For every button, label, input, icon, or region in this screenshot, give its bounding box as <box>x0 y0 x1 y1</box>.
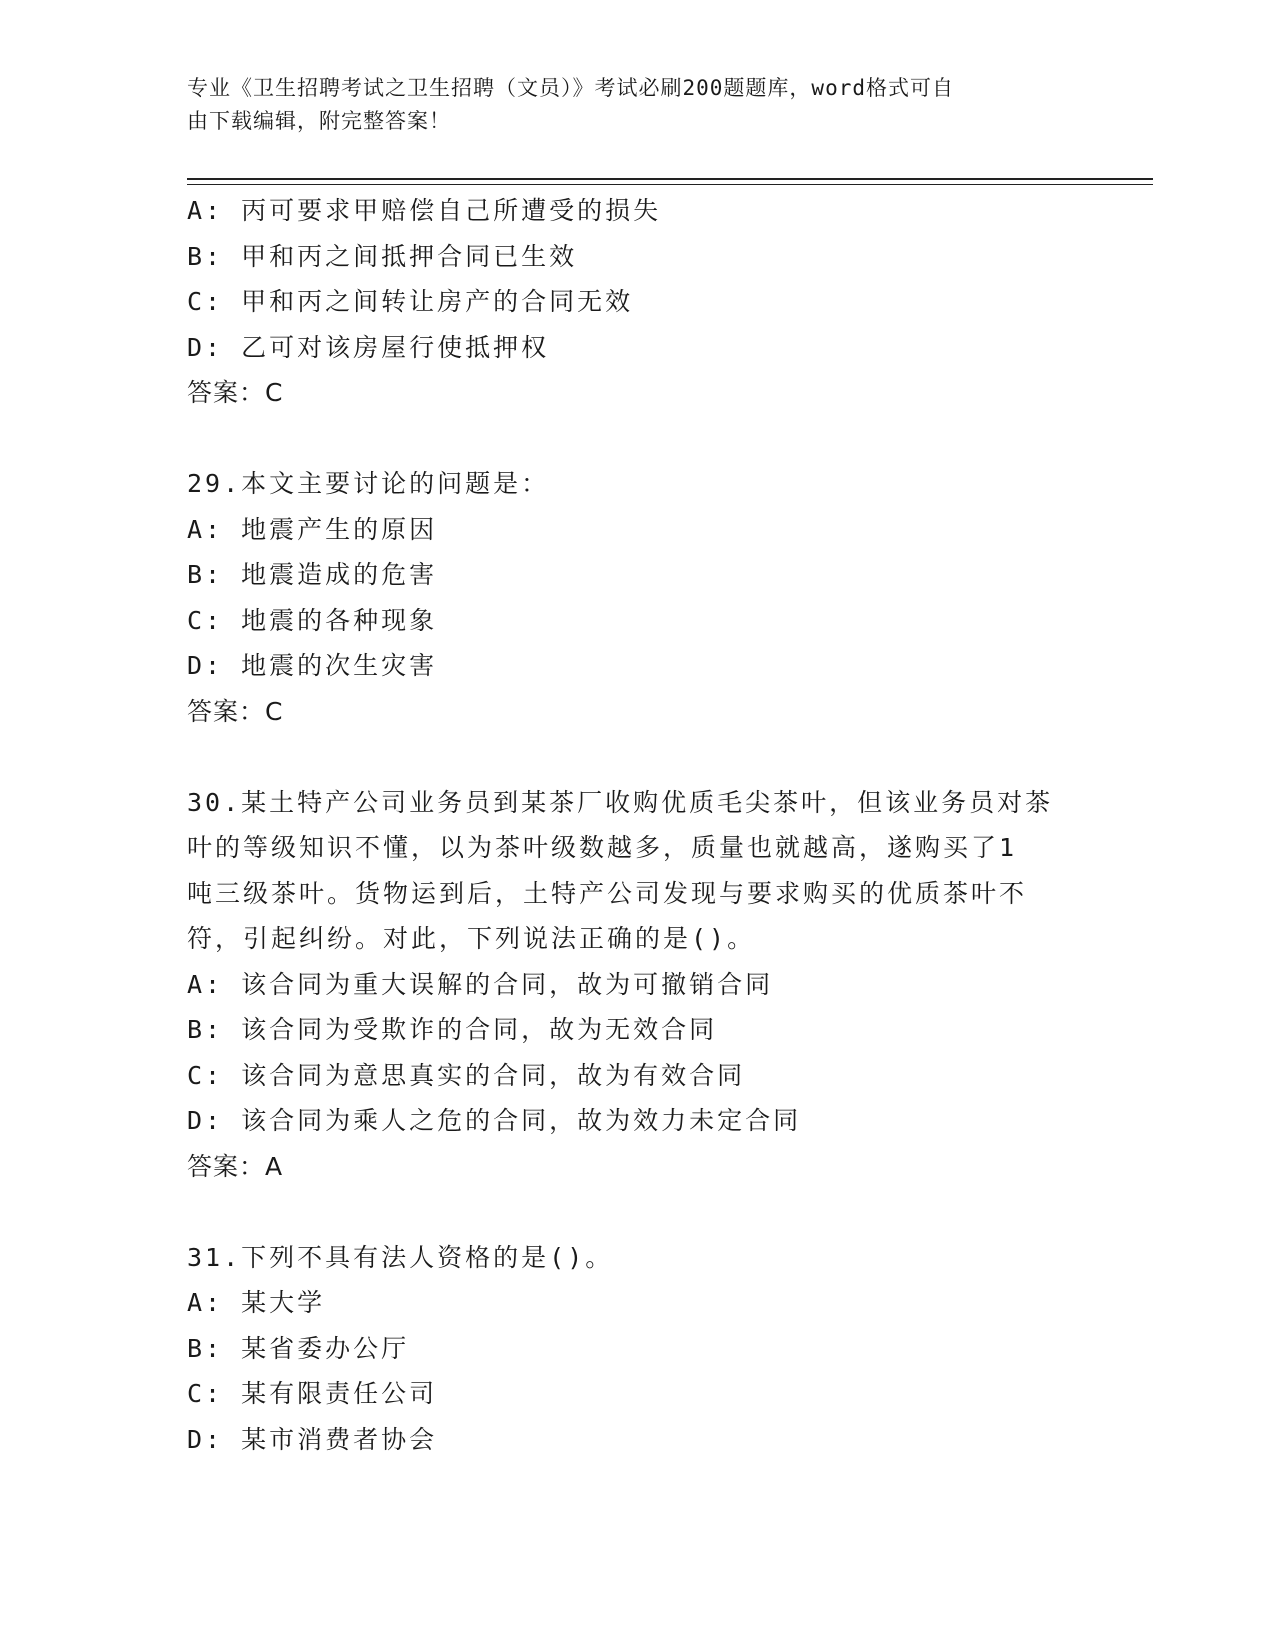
option-b: B: 甲和丙之间抵押合同已生效 <box>187 241 578 271</box>
option-a: A: 某大学 <box>187 1288 326 1317</box>
option-a: A: 该合同为重大误解的合同，故为可撤销合同 <box>187 969 774 999</box>
option-d: D: 地震的次生灾害 <box>187 651 438 680</box>
header-title-line-1: 专业《卫生招聘考试之卫生招聘（文员）》考试必刷200题题库，word格式可自 <box>187 76 954 100</box>
answer-line: 答案：A <box>187 1151 284 1181</box>
option-b: B: 某省委办公厅 <box>187 1333 410 1363</box>
question-block-30 <box>187 780 1087 1190</box>
question-stem-line-2: 叶的等级知识不懂，以为茶叶级数越多，质量也就越高，遂购买了1 <box>187 833 1018 862</box>
option-d: D: 某市消费者协会 <box>187 1424 438 1454</box>
spacer <box>187 416 1087 462</box>
question-stem-line-4: 符，引起纠纷。对此，下列说法正确的是()。 <box>187 924 756 953</box>
question-stem-line-1: 30.某土特产公司业务员到某茶厂收购优质毛尖茶叶，但该业务员对茶 <box>187 787 1054 817</box>
spacer <box>187 1189 1087 1235</box>
option-a: A: 地震产生的原因 <box>187 514 438 544</box>
option-b: B: 该合同为受欺诈的合同，故为无效合同 <box>187 1015 718 1044</box>
option-c: C: 地震的各种现象 <box>187 605 438 635</box>
option-d: D: 乙可对该房屋行使抵押权 <box>187 332 550 362</box>
option-a: A: 丙可要求甲赔偿自己所遭受的损失 <box>187 196 662 225</box>
question-stem: 31.下列不具有法人资格的是()。 <box>187 1242 614 1272</box>
question-content <box>187 188 1087 1462</box>
header-divider-thin <box>187 184 1153 185</box>
option-d: D: 该合同为乘人之危的合同，故为效力未定合同 <box>187 1106 802 1135</box>
option-c: C: 甲和丙之间转让房产的合同无效 <box>187 287 634 316</box>
answer-line: 答案：C <box>187 378 284 407</box>
header-divider-thick <box>187 178 1153 180</box>
header-title-line-2: 由下载编辑，附完整答案！ <box>187 109 451 133</box>
option-c: C: 该合同为意思真实的合同，故为有效合同 <box>187 1060 746 1090</box>
document-header <box>187 72 1067 138</box>
question-stem-line-3: 吨三级茶叶。货物运到后，土特产公司发现与要求购买的优质茶叶不 <box>187 878 1028 908</box>
question-block-28 <box>187 188 1087 416</box>
question-block-31 <box>187 1235 1087 1463</box>
option-b: B: 地震造成的危害 <box>187 560 438 589</box>
question-block-29 <box>187 461 1087 734</box>
spacer <box>187 734 1087 780</box>
option-c: C: 某有限责任公司 <box>187 1379 438 1408</box>
question-stem: 29.本文主要讨论的问题是： <box>187 469 550 498</box>
answer-line: 答案：C <box>187 696 284 726</box>
